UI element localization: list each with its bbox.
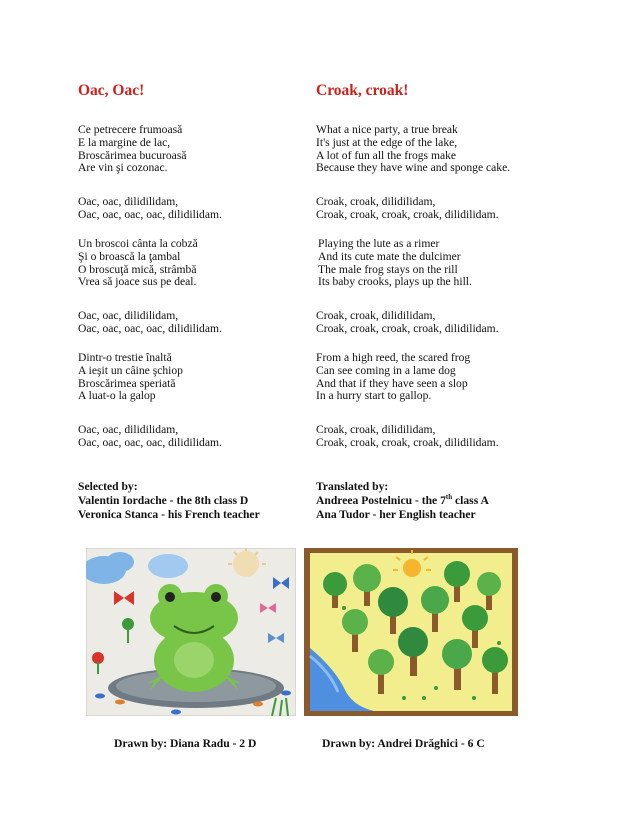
- verse-line: Its baby crooks, plays up the hill.: [318, 275, 472, 289]
- verse-line: E la margine de lac,: [78, 135, 171, 149]
- stanza-en-1: [316, 124, 510, 175]
- verse-line: Are vin şi cozonac.: [78, 161, 168, 175]
- verse-line: Playing the lute as a rimer: [318, 237, 440, 250]
- verse-line: Croak, croak, croak, croak, dilidilidam.: [316, 435, 499, 449]
- credits-line: [316, 494, 489, 508]
- caption-left-drawing: Drawn by: Diana Radu - 2 D: [114, 737, 257, 750]
- verse-line: Broscărimea speriată: [78, 376, 176, 390]
- verse-line: Oac, oac, oac, oac, dilidilidam.: [78, 207, 222, 221]
- stanza-ro-5: [78, 352, 183, 403]
- frog-drawing: [86, 548, 296, 716]
- poem-title-romanian: Oac, Oac!: [78, 82, 145, 99]
- verse-line: And its cute mate the dulcimer: [318, 249, 461, 263]
- verse-line: Croak, croak, croak, croak, dilidilidam.: [316, 207, 499, 221]
- verse-line: Ce petrecere frumoasă: [78, 123, 183, 136]
- verse-line: Dintr-o trestie înaltă: [78, 351, 172, 364]
- credits-line-text: Andreea Postelnicu - the 7: [316, 494, 446, 507]
- verse-line: Oac, oac, oac, oac, dilidilidam.: [78, 321, 222, 335]
- credits-line-text: class A: [452, 494, 489, 507]
- verse-line: Croak, croak, dilidilidam,: [316, 195, 436, 208]
- verse-line: Oac, oac, dilidilidam,: [78, 195, 179, 208]
- verse-line: Oac, oac, oac, oac, dilidilidam.: [78, 435, 222, 449]
- credits-heading: Selected by:: [78, 480, 138, 493]
- verse-line: Un broscoi cânta la cobză: [78, 237, 198, 250]
- verse-line: Croak, croak, dilidilidam,: [316, 423, 436, 436]
- verse-line: Croak, croak, dilidilidam,: [316, 309, 436, 322]
- stanza-en-5: [316, 352, 470, 403]
- verse-line: Oac, oac, dilidilidam,: [78, 423, 179, 436]
- verse-line: A ieşit un câine şchiop: [78, 363, 183, 377]
- verse-line: Şi o broască la ţambal: [78, 249, 181, 263]
- verse-line: What a nice party, a true break: [316, 123, 458, 136]
- credits-heading: Translated by:: [316, 480, 389, 493]
- verse-line: From a high reed, the scared frog: [316, 351, 471, 364]
- verse-line: A lot of fun all the frogs make: [316, 148, 457, 162]
- credits-translated-by: [316, 480, 489, 522]
- credits-line: Valentin Iordache - the 8th class D: [78, 494, 249, 507]
- stanza-en-4: [316, 310, 499, 336]
- stanza-ro-2: [78, 196, 222, 222]
- stanza-ro-4: [78, 310, 222, 336]
- stanza-en-2: [316, 196, 499, 222]
- verse-line: Oac, oac, dilidilidam,: [78, 309, 179, 322]
- verse-line: It's just at the edge of the lake,: [316, 135, 458, 149]
- verse-line: A luat-o la galop: [78, 389, 156, 403]
- credits-line: Veronica Stanca - his French teacher: [78, 508, 260, 521]
- stanza-en-3: [318, 238, 472, 289]
- caption-right-drawing: Drawn by: Andrei Drăghici - 6 C: [322, 737, 485, 750]
- stanza-ro-6: [78, 424, 222, 450]
- verse-line: Broscărimea bucuroasă: [78, 148, 187, 162]
- verse-line: Because they have wine and sponge cake.: [316, 161, 511, 175]
- verse-line: O broscuţă mică, strâmbă: [78, 262, 197, 276]
- credits-line: Ana Tudor - her English teacher: [316, 508, 476, 521]
- verse-line: Vrea să joace sus pe deal.: [78, 275, 197, 289]
- poem-title-english: Croak, croak!: [316, 82, 409, 99]
- stanza-ro-1: [78, 124, 186, 175]
- verse-line: Can see coming in a lame dog: [316, 363, 456, 377]
- verse-line: Croak, croak, croak, croak, dilidilidam.: [316, 321, 499, 335]
- stanza-ro-3: [78, 238, 198, 289]
- verse-line: And that if they have seen a slop: [316, 376, 468, 390]
- ordinal-suffix: th: [445, 493, 453, 501]
- verse-line: In a hurry start to gallop.: [316, 389, 432, 403]
- credits-selected-by: [78, 480, 260, 522]
- forest-drawing: [304, 548, 518, 716]
- verse-line: The male frog stays on the rill: [318, 262, 458, 276]
- stanza-en-6: [316, 424, 499, 450]
